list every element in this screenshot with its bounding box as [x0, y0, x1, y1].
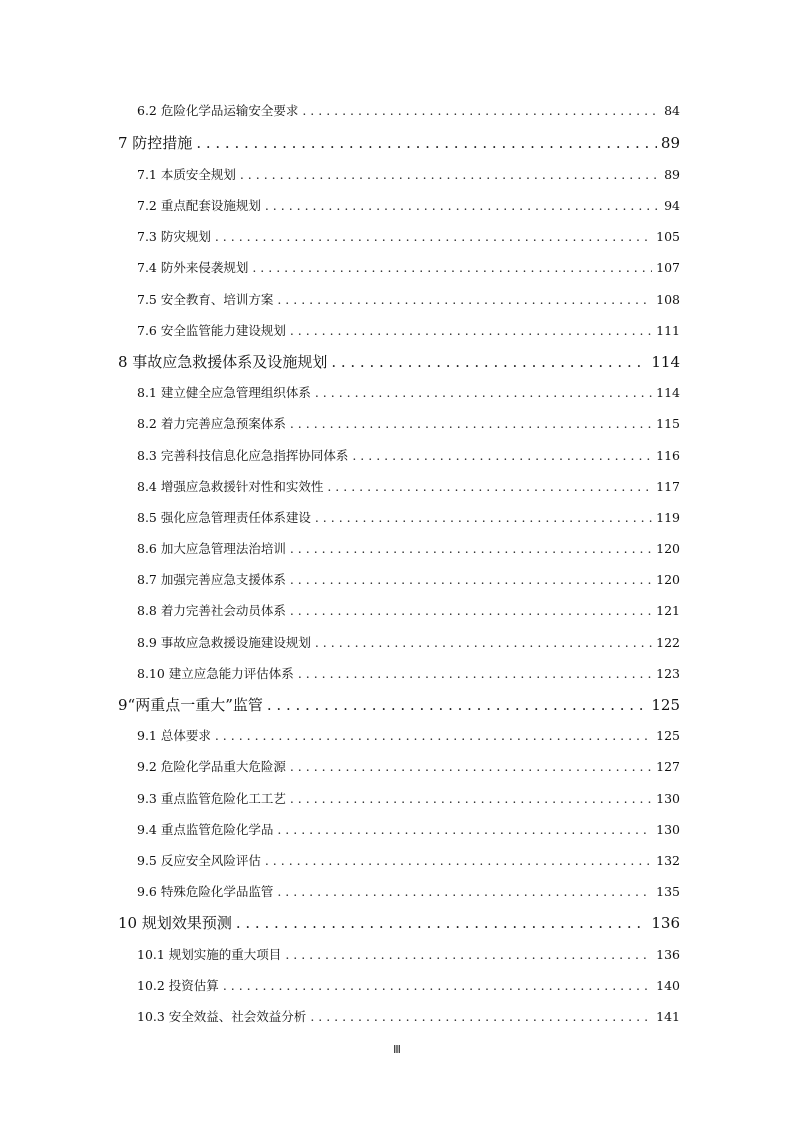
- toc-entry-page: 116: [656, 448, 680, 463]
- page-number-footer: III: [393, 1043, 400, 1056]
- toc-entry[interactable]: [137, 664, 680, 682]
- toc-entry[interactable]: [137, 321, 680, 339]
- toc-chapter[interactable]: [118, 694, 680, 715]
- dot-leader: [215, 728, 652, 743]
- toc-entry-page: 125: [651, 696, 680, 714]
- toc-entry[interactable]: [137, 414, 680, 432]
- dot-leader: [290, 541, 652, 556]
- toc-entry-page: 130: [656, 791, 680, 806]
- toc-entry-title: 8.4 增强应急救援针对性和实效性: [137, 479, 324, 494]
- dot-leader: [315, 635, 652, 650]
- toc-chapter[interactable]: [118, 132, 680, 153]
- dot-leader: [290, 759, 652, 774]
- toc-entry[interactable]: [137, 446, 680, 464]
- toc-entry-page: 125: [656, 728, 680, 743]
- toc-entry-page: 121: [656, 603, 680, 618]
- dot-leader: [290, 791, 652, 806]
- toc-entry-title: 9.3 重点监管危险化工工艺: [137, 791, 286, 806]
- dot-leader: [302, 103, 660, 118]
- toc-entry[interactable]: [137, 165, 680, 183]
- dot-leader: [331, 353, 647, 371]
- toc-entry-title: 10.1 规划实施的重大项目: [137, 947, 282, 962]
- toc-entry-page: 105: [656, 229, 680, 244]
- toc-entry-page: 89: [660, 134, 680, 152]
- toc-entry-page: 94: [664, 198, 680, 213]
- toc-entry-title: 8.1 建立健全应急管理组织体系: [137, 385, 311, 400]
- toc-entry-title: 6.2 危险化学品运输安全要求: [137, 103, 299, 118]
- toc-entry-page: 141: [656, 1009, 680, 1024]
- toc-entry[interactable]: [137, 789, 680, 807]
- toc-entry-page: 127: [656, 759, 680, 774]
- toc-entry-title: 9“两重点一重大”监管: [118, 696, 263, 714]
- dot-leader: [265, 198, 660, 213]
- dot-leader: [223, 978, 652, 993]
- toc-entry[interactable]: [137, 508, 680, 526]
- dot-leader: [265, 853, 652, 868]
- toc-entry-title: 7.6 安全监管能力建设规划: [137, 323, 286, 338]
- toc-entry-title: 8.5 强化应急管理责任体系建设: [137, 510, 311, 525]
- toc-entry-page: 120: [656, 572, 680, 587]
- toc-entry[interactable]: [137, 1007, 680, 1025]
- dot-leader: [215, 229, 652, 244]
- toc-entry-title: 8.7 加强完善应急支援体系: [137, 572, 286, 587]
- toc-entry-page: 136: [656, 947, 680, 962]
- toc-entry-title: 7.3 防灾规划: [137, 229, 211, 244]
- toc-entry[interactable]: [137, 227, 680, 245]
- dot-leader: [267, 696, 647, 714]
- dot-leader: [327, 479, 652, 494]
- dot-leader: [290, 416, 652, 431]
- toc-entry[interactable]: [137, 726, 680, 744]
- toc-entry[interactable]: [137, 477, 680, 495]
- toc-entry-page: 84: [664, 103, 680, 118]
- dot-leader: [290, 603, 652, 618]
- toc-entry-page: 115: [656, 416, 680, 431]
- toc-entry-title: 10.2 投资估算: [137, 978, 219, 993]
- toc-entry-page: 111: [656, 323, 680, 338]
- toc-entry-title: 9.2 危险化学品重大危险源: [137, 759, 286, 774]
- toc-entry[interactable]: [137, 101, 680, 119]
- toc-entry[interactable]: [137, 945, 680, 963]
- dot-leader: [315, 510, 652, 525]
- toc-chapter[interactable]: [118, 912, 680, 933]
- toc-entry-page: 89: [664, 167, 680, 182]
- toc-entry-title: 8.6 加大应急管理法治培训: [137, 541, 286, 556]
- dot-leader: [315, 385, 652, 400]
- dot-leader: [310, 1009, 652, 1024]
- toc-entry[interactable]: [137, 258, 680, 276]
- toc-entry-title: 7.2 重点配套设施规划: [137, 198, 261, 213]
- toc-entry-title: 8.8 着力完善社会动员体系: [137, 603, 286, 618]
- toc-entry-page: 108: [656, 292, 680, 307]
- dot-leader: [240, 167, 660, 182]
- toc-entry[interactable]: [137, 851, 680, 869]
- toc-entry-page: 119: [656, 510, 680, 525]
- toc-entry-page: 132: [656, 853, 680, 868]
- toc-entry-page: 130: [656, 822, 680, 837]
- dot-leader: [290, 572, 652, 587]
- toc-entry-page: 117: [656, 479, 680, 494]
- toc-entry[interactable]: [137, 757, 680, 775]
- toc-entry[interactable]: [137, 882, 680, 900]
- toc-entry-title: 9.6 特殊危险化学品监管: [137, 884, 274, 899]
- toc-entry[interactable]: [137, 539, 680, 557]
- toc-entry[interactable]: [137, 196, 680, 214]
- dot-leader: [298, 666, 652, 681]
- toc-entry[interactable]: [137, 383, 680, 401]
- toc-entry-title: 7 防控措施: [118, 134, 193, 152]
- toc-entry-title: 9.5 反应安全风险评估: [137, 853, 261, 868]
- toc-entry-title: 8.10 建立应急能力评估体系: [137, 666, 294, 681]
- toc-entry-title: 8.3 完善科技信息化应急指挥协同体系: [137, 448, 349, 463]
- toc-chapter[interactable]: [118, 351, 680, 372]
- toc-entry-title: 9.4 重点监管危险化学品: [137, 822, 274, 837]
- toc-entry-title: 8.9 事故应急救援设施建设规划: [137, 635, 311, 650]
- toc-entry-page: 114: [651, 353, 680, 371]
- dot-leader: [277, 822, 652, 837]
- toc-entry[interactable]: [137, 633, 680, 651]
- toc-entry-page: 135: [656, 884, 680, 899]
- toc-entry[interactable]: [137, 976, 680, 994]
- toc-entry-page: 123: [656, 666, 680, 681]
- dot-leader: [196, 134, 657, 152]
- toc-entry-page: 120: [656, 541, 680, 556]
- dot-leader: [352, 448, 652, 463]
- toc-entry-title: 8.2 着力完善应急预案体系: [137, 416, 286, 431]
- dot-leader: [277, 884, 652, 899]
- dot-leader: [285, 947, 652, 962]
- toc-entry-title: 7.4 防外来侵袭规划: [137, 260, 249, 275]
- dot-leader: [236, 914, 648, 932]
- toc-entry[interactable]: [137, 601, 680, 619]
- toc-entry-title: 7.5 安全教育、培训方案: [137, 292, 274, 307]
- toc-entry-title: 10.3 安全效益、社会效益分析: [137, 1009, 307, 1024]
- toc-entry[interactable]: [137, 290, 680, 308]
- toc-entry-page: 136: [651, 914, 680, 932]
- toc-entry-page: 122: [656, 635, 680, 650]
- toc-entry-page: 140: [656, 978, 680, 993]
- toc-entry-page: 107: [656, 260, 680, 275]
- toc-entry[interactable]: [137, 820, 680, 838]
- toc-entry-title: 9.1 总体要求: [137, 728, 211, 743]
- toc-entry-title: 8 事故应急救援体系及设施规划: [118, 353, 328, 371]
- dot-leader: [277, 292, 652, 307]
- dot-leader: [252, 260, 652, 275]
- toc-entry-title: 10 规划效果预测: [118, 914, 232, 932]
- toc-entry-page: 114: [656, 385, 680, 400]
- toc-entry[interactable]: [137, 570, 680, 588]
- dot-leader: [290, 323, 652, 338]
- toc-entry-title: 7.1 本质安全规划: [137, 167, 236, 182]
